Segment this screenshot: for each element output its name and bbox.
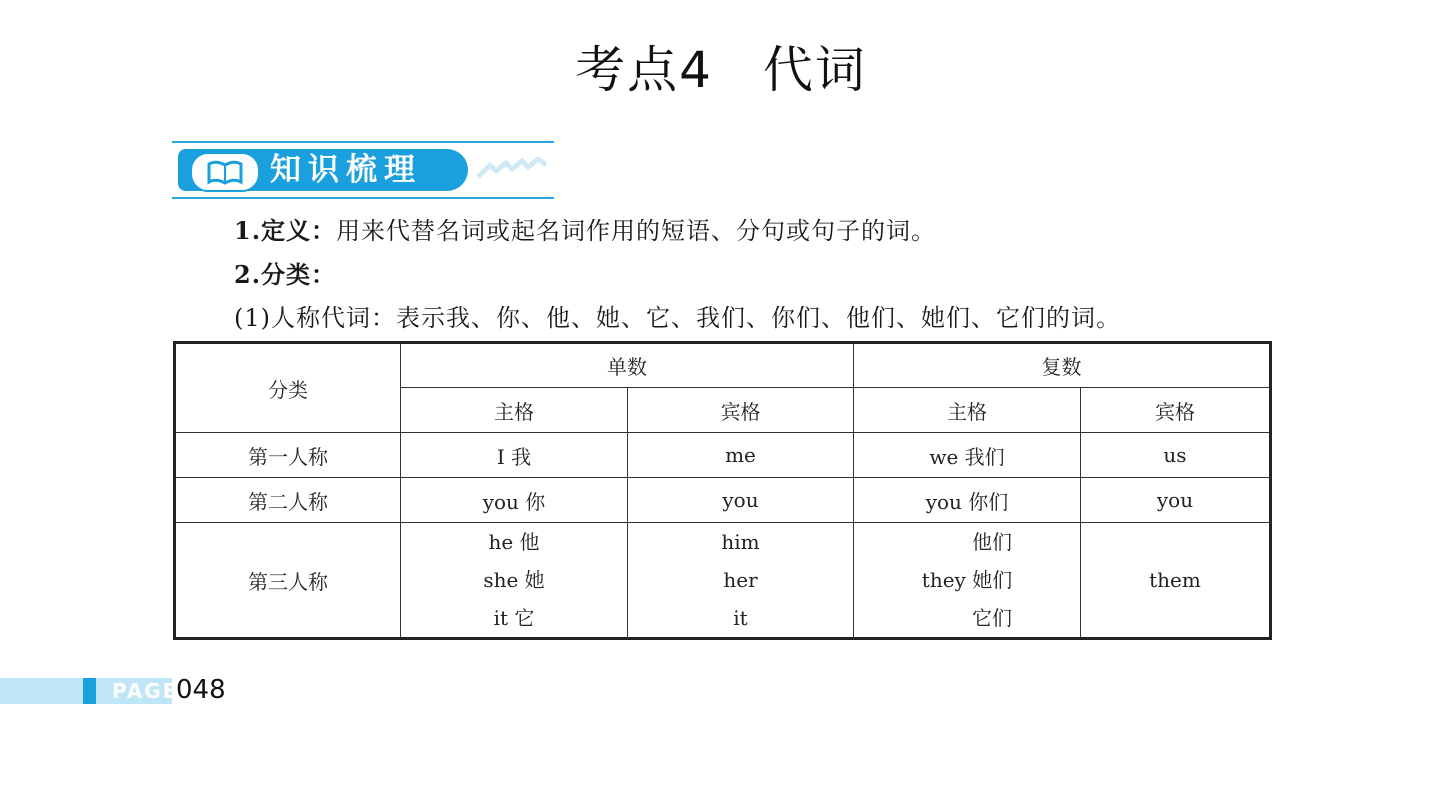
pronoun-line: it 它 — [493, 606, 535, 630]
cell-sing-nom: I 我 — [401, 433, 628, 478]
table-row — [175, 433, 1271, 478]
table-header-row — [175, 343, 1271, 388]
pronoun-line: they 她们 — [921, 568, 1013, 592]
cell-plur-obj: them — [1081, 523, 1271, 639]
header-singular-objective: 宾格 — [628, 388, 854, 433]
cell-plur-nom: you 你们 — [854, 478, 1081, 523]
pronoun-line: her — [723, 568, 758, 592]
banner-label: 知识梳理 — [270, 152, 422, 188]
page-title — [0, 30, 1442, 102]
definition-text: 用来代替名词或起名词作用的短语、分句或句子的词。 — [336, 217, 937, 245]
header-singular: 单数 — [401, 343, 854, 388]
banner-bottom-line — [172, 197, 554, 199]
page-number: 048 — [176, 675, 226, 705]
table-row — [175, 523, 1271, 639]
cell-plur-obj: you — [1081, 478, 1271, 523]
section-banner — [172, 141, 554, 201]
pronoun-line: 它们 — [972, 606, 1012, 630]
classification-line — [234, 255, 336, 290]
pronoun-line: she 她 — [483, 568, 545, 592]
title-number: 考点4 — [575, 41, 713, 99]
header-plural-nominative: 主格 — [854, 388, 1081, 433]
table-row — [175, 478, 1271, 523]
title-topic: 代词 — [762, 41, 867, 99]
header-singular-nominative: 主格 — [401, 388, 628, 433]
header-category: 分类 — [175, 343, 401, 433]
book-icon — [190, 152, 260, 192]
cell-person: 第一人称 — [175, 433, 401, 478]
header-plural: 复数 — [854, 343, 1271, 388]
arrow-decoration-icon — [476, 157, 552, 183]
definition-label: 1.定义： — [234, 216, 337, 245]
cell-sing-obj: me — [628, 433, 854, 478]
cell-plur-nom: we 我们 — [854, 433, 1081, 478]
header-plural-objective: 宾格 — [1081, 388, 1271, 433]
footer-marker — [83, 678, 96, 704]
classification-label: 2.分类： — [234, 260, 337, 289]
cell-sing-nom — [401, 523, 628, 639]
pronoun-line: it — [733, 606, 748, 630]
pronoun-line: he 他 — [488, 530, 540, 554]
cell-sing-obj: you — [628, 478, 854, 523]
page-footer — [0, 677, 300, 705]
pronoun-table — [173, 341, 1272, 640]
cell-person: 第三人称 — [175, 523, 401, 639]
cell-plur-obj: us — [1081, 433, 1271, 478]
cell-person: 第二人称 — [175, 478, 401, 523]
personal-pronoun-intro: (1)人称代词：表示我、你、他、她、它、我们、你们、他们、她们、它们的词。 — [234, 304, 1121, 332]
cell-sing-obj — [628, 523, 854, 639]
page-label: PAGE — [112, 679, 179, 703]
definition-line — [234, 211, 936, 246]
pronoun-line: 他们 — [972, 530, 1012, 554]
cell-sing-nom: you 你 — [401, 478, 628, 523]
cell-plur-nom — [854, 523, 1081, 639]
pronoun-line: him — [721, 530, 760, 554]
banner-top-line — [172, 141, 554, 143]
